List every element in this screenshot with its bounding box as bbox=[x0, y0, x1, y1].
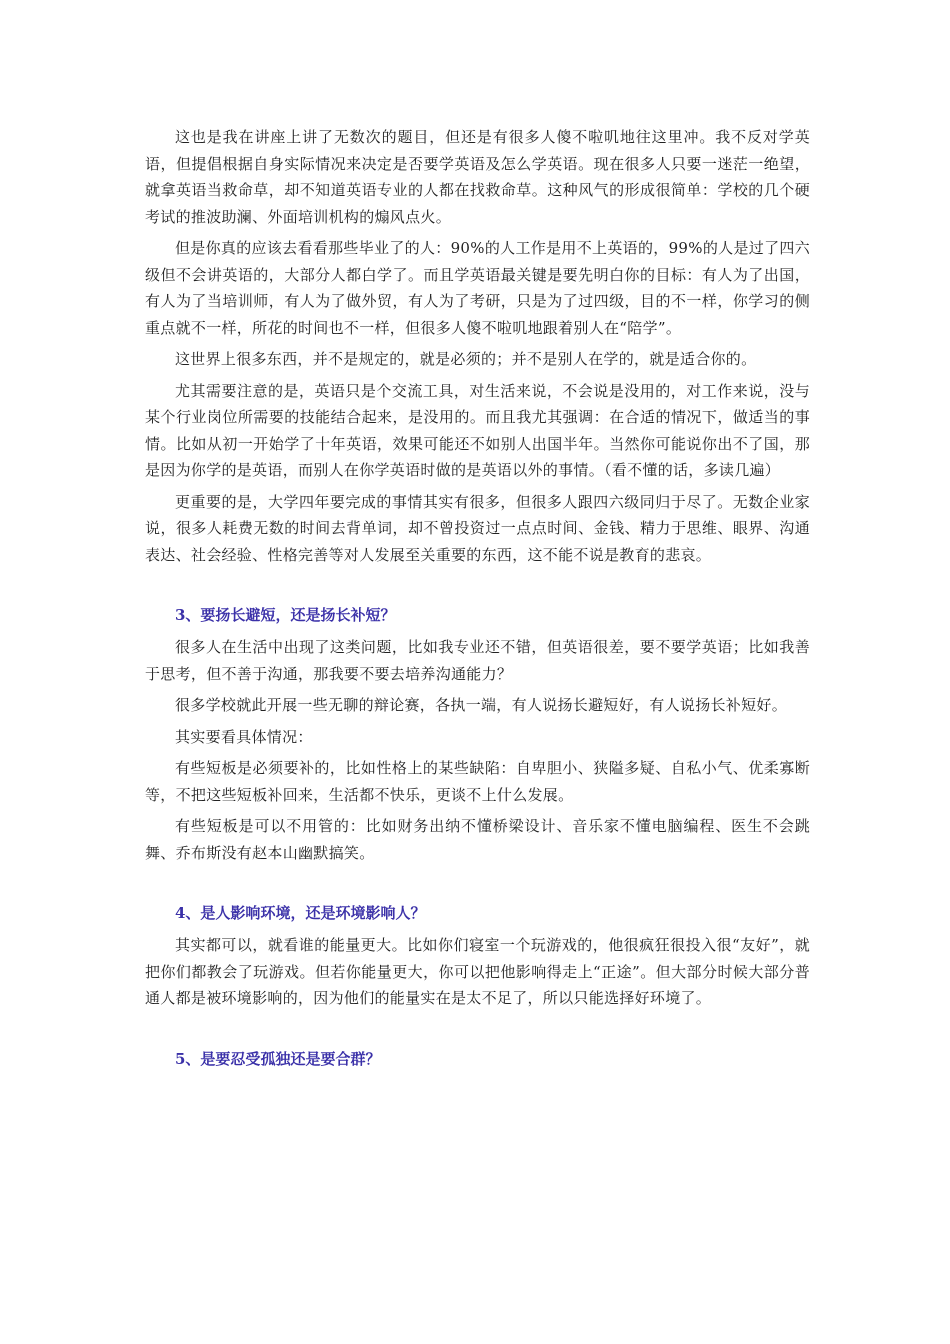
section-4 bbox=[145, 900, 810, 1012]
section-heading: 4、是人影响环境，还是环境影响人？ bbox=[175, 904, 426, 922]
paragraph: 有些短板是可以不用管的：比如财务出纳不懂桥梁设计、音乐家不懂电脑编程、医生不会跳舞、乔布斯没有赵本山幽默搞笑。 bbox=[145, 817, 810, 862]
intro-section bbox=[145, 124, 810, 568]
paragraph: 其实要看具体情况： bbox=[175, 727, 313, 746]
section-3 bbox=[145, 602, 810, 866]
paragraph: 这世界上很多东西，并不是规定的，就是必须的；并不是别人在学的，就是适合你的。 bbox=[175, 350, 757, 368]
document-page bbox=[145, 124, 810, 1078]
paragraph: 但是你真的应该去看看那些毕业了的人：90%的人工作是用不上英语的，99%的人是过了四六级但不会讲英语的，大部分人都白学了。而且学英语最关键是要先明白你的目标：有人为了出国，有人为了当培训师，有人为了做外贸，有人为了考研，只是为了过四级，目的不一样，你学习的侧重点就不一样，所花的时间也不一样，但很多人傻不啦叽地跟着别人在“陪学”。 bbox=[145, 239, 810, 337]
paragraph: 尤其需要注意的是，英语只是个交流工具，对生活来说，不会说是没用的，对工作来说，没与某个行业岗位所需要的技能结合起来，是没用的。而且我尤其强调：在合适的情况下，做适当的事情。比如从初一开始学了十年英语，效果可能还不如别人出国半年。当然你可能说你出不了国，那是因为你学的是英语，而别人在你学英语时做的是英语以外的事情。（看不懂的话，多读几遍） bbox=[145, 381, 810, 479]
paragraph: 有些短板是必须要补的，比如性格上的某些缺陷：自卑胆小、狭隘多疑、自私小气、优柔寡断等，不把这些短板补回来，生活都不快乐，更谈不上什么发展。 bbox=[145, 759, 810, 804]
paragraph: 很多学校就此开展一些无聊的辩论赛，各执一端，有人说扬长避短好，有人说扬长补短好。 bbox=[175, 696, 788, 714]
section-heading: 3、要扬长避短，还是扬长补短？ bbox=[175, 606, 396, 624]
section-5 bbox=[145, 1046, 810, 1072]
paragraph: 其实都可以，就看谁的能量更大。比如你们寝室一个玩游戏的，他很疯狂很投入很“友好”，就把你们都教会了玩游戏。但若你能量更大，你可以把他影响得走上“正途”。但大部分时候大部分普通人都是被环境影响的，因为他们的能量实在是太不足了，所以只能选择好环境了。 bbox=[145, 936, 810, 1007]
paragraph: 很多人在生活中出现了这类问题，比如我专业还不错，但英语很差，要不要学英语；比如我善于思考，但不善于沟通，那我要不要去培养沟通能力？ bbox=[145, 638, 810, 683]
paragraph: 这也是我在讲座上讲了无数次的题目，但还是有很多人傻不啦叽地往这里冲。我不反对学英语，但提倡根据自身实际情况来决定是否要学英语及怎么学英语。现在很多人只要一迷茫一绝望，就拿英语当救命草，却不知道英语专业的人都在找救命草。这种风气的形成很简单：学校的几个硬考试的推波助澜、外面培训机构的煽风点火。 bbox=[145, 128, 810, 226]
paragraph: 更重要的是，大学四年要完成的事情其实有很多，但很多人跟四六级同归于尽了。无数企业家说，很多人耗费无数的时间去背单词，却不曾投资过一点点时间、金钱、精力于思维、眼界、沟通表达、社会经验、性格完善等对人发展至关重要的东西，这不能不说是教育的悲哀。 bbox=[145, 492, 810, 564]
section-heading: 5、是要忍受孤独还是要合群？ bbox=[175, 1049, 381, 1068]
